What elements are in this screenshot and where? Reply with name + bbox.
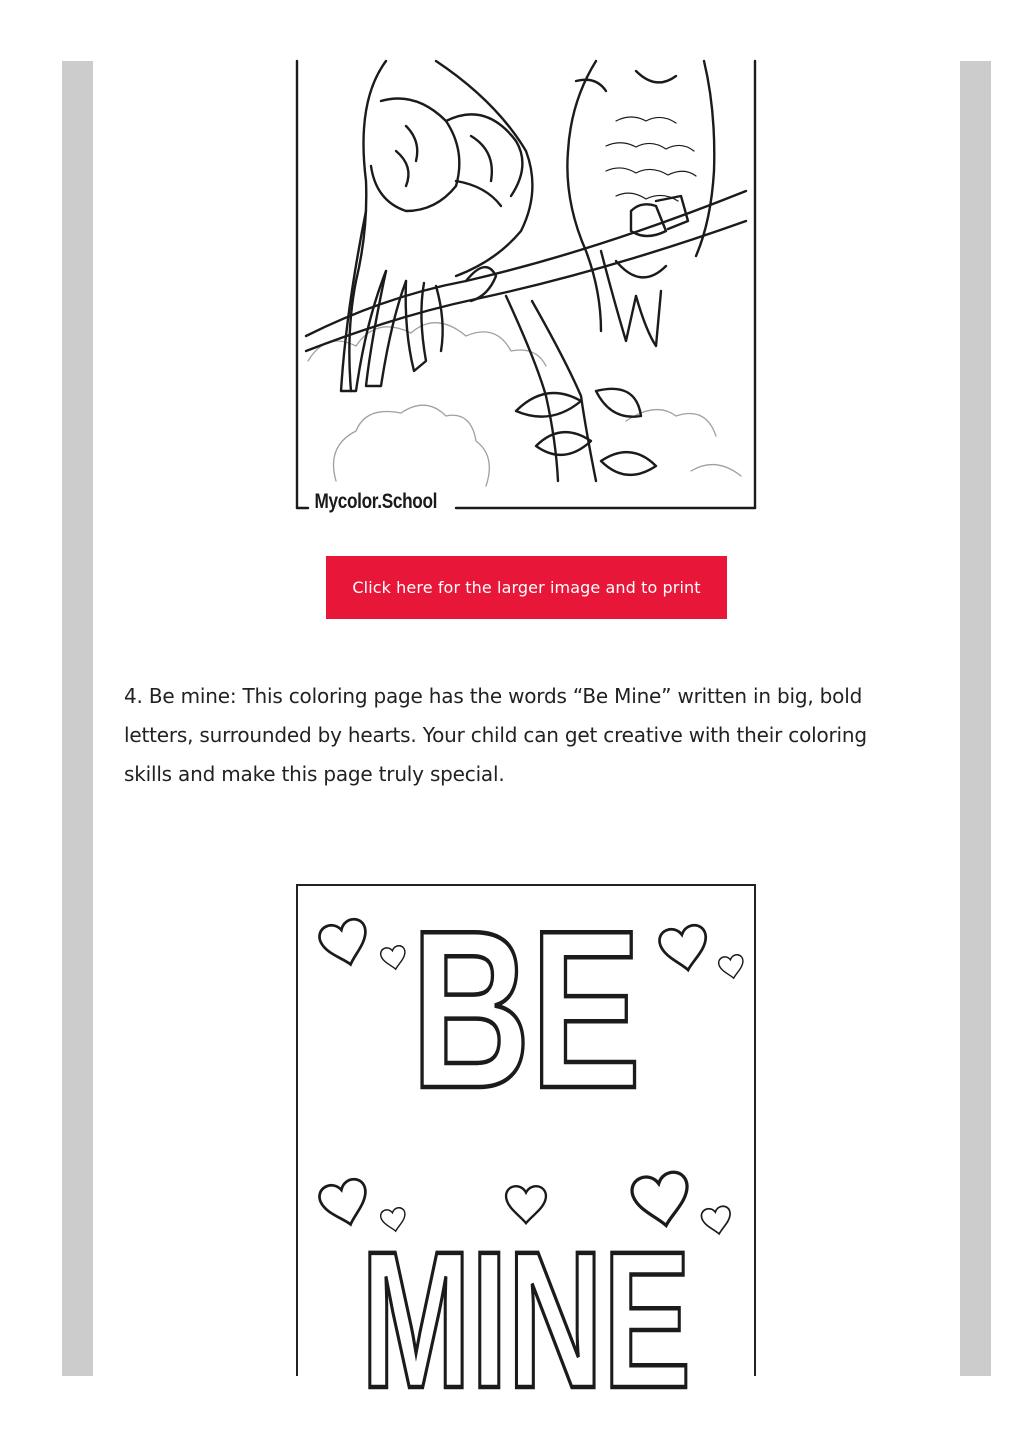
- print-larger-image-button[interactable]: Click here for the larger image and to print: [326, 556, 727, 619]
- be-mine-illustration: [298, 884, 754, 1429]
- heart-icon: [380, 945, 408, 971]
- parrot-illustration: [296, 61, 756, 510]
- watermark-label: Mycolor.School: [312, 490, 440, 514]
- right-gutter: [960, 61, 991, 1376]
- be-title: BE: [411, 884, 642, 1136]
- mine-title: MINE: [361, 1210, 691, 1429]
- heart-icon: [317, 917, 373, 971]
- heart-icon: [700, 1205, 733, 1236]
- parrot-coloring-image[interactable]: [296, 61, 756, 510]
- be-mine-coloring-image[interactable]: [296, 884, 756, 1429]
- heart-icon: [718, 954, 746, 980]
- heart-icon: [658, 923, 711, 974]
- left-gutter: [62, 61, 93, 1376]
- item-description: 4. Be mine: This coloring page has the words “Be Mine” written in big, bold letters, surrounded by hearts. Your child can get creative with their coloring skills and make this page truly special.: [124, 684, 867, 786]
